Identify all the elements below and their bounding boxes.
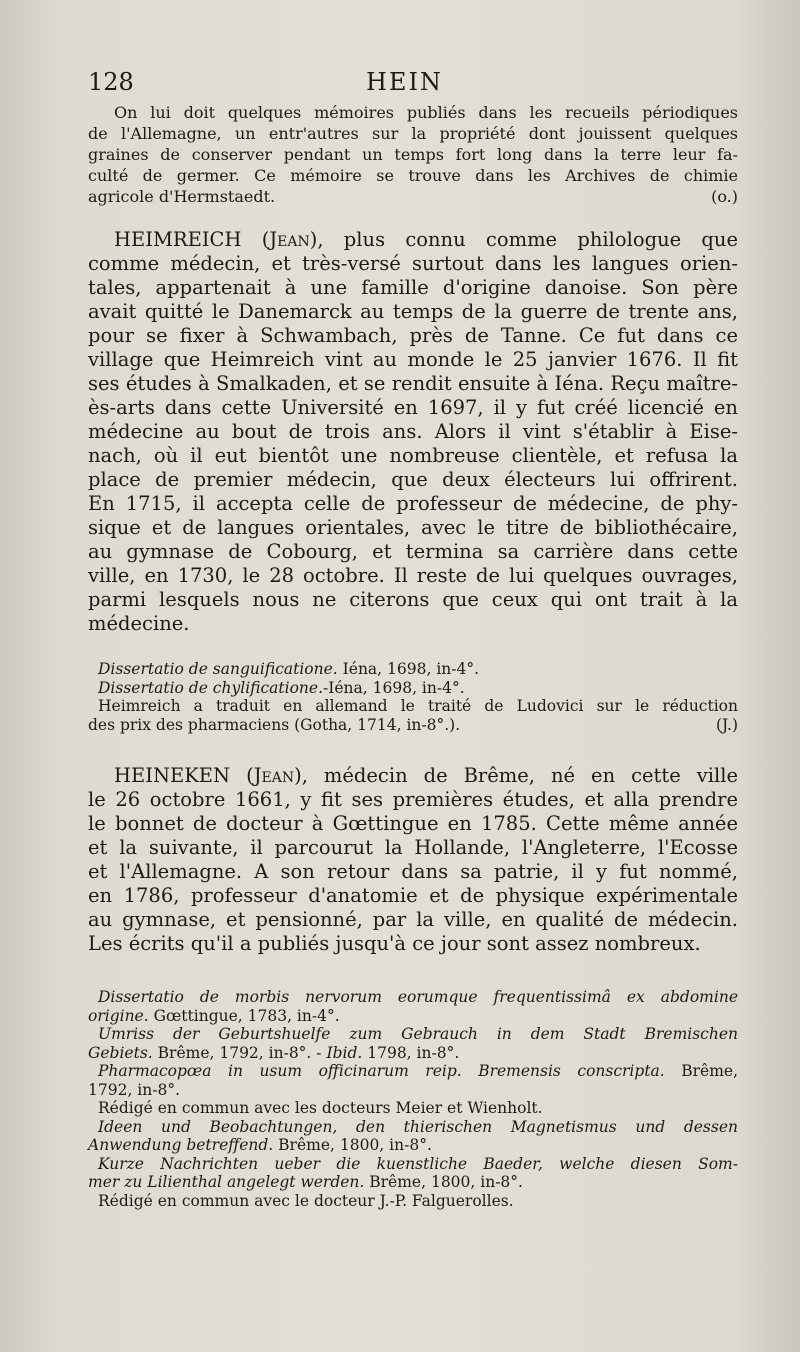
text-line: en 1786, professeur d'anatomie et de physique expérimentale bbox=[88, 884, 738, 907]
text-line: sique et de langues orientales, avec le titre de bibliothécaire, bbox=[88, 516, 738, 539]
work-citation bbox=[88, 1044, 738, 1063]
work-title: Ideen und Beobachtungen, den thierischen Magnetismus und dessen bbox=[98, 1117, 738, 1136]
running-title: HEIN bbox=[366, 68, 443, 96]
text-line: Heimreich a traduit en allemand le traité de Ludovici sur le réduction bbox=[98, 697, 738, 715]
page-header bbox=[88, 68, 720, 100]
work-citation bbox=[88, 1118, 738, 1137]
work-title: Ibid. bbox=[326, 1043, 363, 1062]
work-citation bbox=[88, 1136, 738, 1155]
text-line bbox=[88, 186, 738, 207]
work-title: Dissertatio de morbis nervorum eorumque frequentissimâ ex abdomine bbox=[98, 988, 738, 1006]
entry-name: HEINEKEN bbox=[114, 764, 231, 787]
work-note bbox=[88, 1192, 738, 1211]
work-details: Brême, 1800, in-8°. bbox=[364, 1173, 523, 1191]
text-line: et la suivante, il parcourut la Hollande, l'Angleterre, l'Ecosse bbox=[88, 836, 738, 859]
heineken-works bbox=[88, 988, 738, 1210]
heimreich-works bbox=[88, 660, 738, 734]
work-note bbox=[88, 1099, 738, 1118]
page-number: 128 bbox=[88, 68, 134, 96]
text-line: tales, appartenait à une famille d'origine danoise. Son père bbox=[88, 276, 738, 299]
work-citation bbox=[88, 1062, 738, 1081]
text-line: médecine au bout de trois ans. Alors il vint s'établir à Eise- bbox=[88, 420, 738, 443]
entry-first-line: HEINEKEN (Jean), médecin de Brême, né en cette ville bbox=[114, 764, 738, 787]
text-fragment: , plus connu comme philologue que bbox=[317, 228, 738, 251]
work-citation bbox=[88, 1155, 738, 1174]
work-citation bbox=[88, 988, 738, 1007]
text-line: Les écrits qu'il a publiés jusqu'à ce jour sont assez nombreux. bbox=[88, 932, 701, 955]
text-line: avait quitté le Danemarck au temps de la guerre de trente ans, bbox=[88, 300, 738, 323]
text-line: et l'Allemagne. A son retour dans sa patrie, il y fut nommé, bbox=[88, 860, 738, 883]
work-details: Brême, 1792, in-8°. - bbox=[152, 1043, 327, 1062]
work-title: origine. bbox=[88, 1006, 149, 1025]
work-title: mer zu Lilienthal angelegt werden. bbox=[88, 1173, 365, 1191]
work-citation bbox=[88, 660, 738, 679]
text-line: graines de conserver pendant un temps fort long dans la terre leur fa- bbox=[88, 145, 738, 164]
text-line: médecine. bbox=[88, 612, 190, 635]
text-line: ville, en 1730, le 28 octobre. Il reste de lui quelques ouvrages, bbox=[88, 564, 738, 587]
text-line: ès-arts dans cette Université en 1697, il y fut créé licencié en bbox=[88, 396, 738, 419]
text-line: ses études à Smalkaden, et se rendit ensuite à Iéna. Reçu maître- bbox=[88, 372, 738, 395]
work-details: 1798, in-8°. bbox=[362, 1043, 460, 1062]
text-fragment: des prix des pharmaciens (Gotha, 1714, in-8°.). bbox=[88, 715, 461, 734]
text-line bbox=[88, 716, 738, 735]
entry-heineken bbox=[88, 764, 738, 956]
work-details: Rédigé en commun avec les docteurs Meier et Wienholt. bbox=[98, 1099, 543, 1117]
entry-given-name: Jean bbox=[269, 228, 310, 251]
work-details: 1792, in-8°. bbox=[88, 1080, 181, 1099]
work-details: Brême, bbox=[664, 1062, 738, 1080]
work-details: Gœttingue, 1783, in-4°. bbox=[148, 1006, 340, 1025]
text-line: au gymnase de Cobourg, et termina sa carrière dans cette bbox=[88, 540, 738, 563]
work-details: Brême, 1800, in-8°. bbox=[273, 1136, 432, 1154]
work-title: Umriss der Geburtshuelfe zum Gebrauch in dem Stadt Bremischen bbox=[98, 1025, 738, 1043]
entry-heimreich bbox=[88, 228, 738, 636]
text-line: En 1715, il accepta celle de professeur de médecine, de phy- bbox=[88, 492, 738, 515]
text-line: culté de germer. Ce mémoire se trouve dans les Archives de chimie bbox=[88, 166, 738, 185]
work-details: Iéna, 1698, in-4°. bbox=[337, 660, 480, 678]
work-title: Pharmacopœa in usum officinarum reip. Bremensis conscripta. bbox=[98, 1062, 665, 1080]
text-line: de l'Allemagne, un entr'autres sur la propriété dont jouissent quelques bbox=[88, 124, 738, 143]
text-fragment: , médecin de Brême, né en cette ville bbox=[301, 764, 738, 787]
text-line: On lui doit quelques mémoires publiés dans les recueils périodiques bbox=[114, 103, 738, 122]
text-line: au gymnase, et pensionné, par la ville, en qualité de médecin. bbox=[88, 908, 738, 931]
work-citation bbox=[88, 1007, 738, 1026]
work-title: Anwendung betreffend. bbox=[88, 1136, 274, 1154]
author-signature: (J.) bbox=[715, 715, 738, 734]
entry-first-line: HEIMREICH (Jean), plus connu comme philologue que bbox=[114, 228, 738, 251]
work-citation bbox=[88, 1025, 738, 1044]
text-line: le bonnet de docteur à Gœttingue en 1785. Cette même année bbox=[88, 812, 738, 835]
text-line: village que Heimreich vint au monde le 25 janvier 1676. Il fit bbox=[88, 348, 738, 371]
work-citation bbox=[88, 1173, 738, 1192]
author-signature: (o.) bbox=[711, 187, 738, 206]
text-line: nach, où il eut bientôt une nombreuse clientèle, et refusa la bbox=[88, 444, 738, 467]
text-line: le 26 octobre 1661, y fit ses premières études, et alla prendre bbox=[88, 788, 738, 811]
text-fragment: agricole d'Hermstaedt. bbox=[88, 187, 276, 206]
text-line: pour se fixer à Schwambach, près de Tanne. Ce fut dans ce bbox=[88, 324, 738, 347]
entry-name: HEIMREICH bbox=[114, 228, 242, 251]
work-details: Rédigé en commun avec le docteur J.-P. Falguerolles. bbox=[98, 1191, 514, 1210]
text-line: comme médecin, et très-versé surtout dans les langues orien- bbox=[88, 252, 738, 275]
work-title: Gebiets. bbox=[88, 1043, 153, 1062]
intro-paragraph bbox=[88, 102, 738, 207]
text-line: parmi lesquels nous ne citerons que ceux qui ont trait à la bbox=[88, 588, 738, 611]
work-citation bbox=[88, 679, 738, 698]
work-details: -Iéna, 1698, in-4°. bbox=[323, 678, 465, 697]
work-citation bbox=[88, 1081, 738, 1100]
work-title: Dissertatio de chylificatione. bbox=[98, 678, 324, 697]
text-line: place de premier médecin, que deux électeurs lui offrirent. bbox=[88, 468, 738, 491]
work-title: Kurze Nachrichten ueber die kuenstliche Baeder, welche diesen Som- bbox=[98, 1154, 738, 1173]
entry-given-name: Jean bbox=[253, 764, 295, 787]
work-title: Dissertatio de sanguificatione. bbox=[98, 660, 338, 678]
